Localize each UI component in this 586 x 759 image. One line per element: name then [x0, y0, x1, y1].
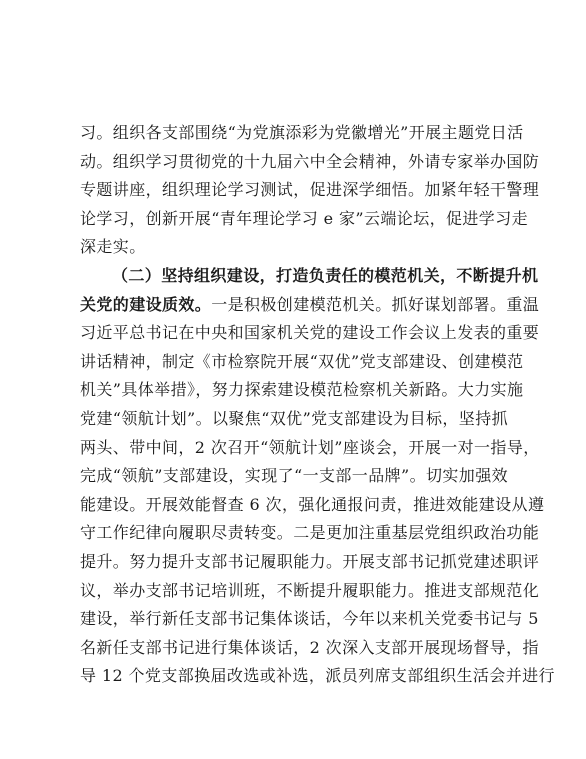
paragraph-2-line-11: 议，举办支部书记培训班，不断提升履职能力。推进支部规范化: [80, 580, 540, 600]
section-heading: （二）坚持组织建设，打造负责任的模范机关，不断提升机: [112, 265, 539, 285]
paragraph-2-line-10: 提升。努力提升支部书记履职能力。开展支部书记抓党建述职评: [80, 551, 540, 571]
paragraph-1-line-3: 专题讲座，组织理论学习测试，促进深学细悟。加紧年轻干警理: [80, 180, 540, 200]
paragraph-2-line-3: 讲话精神，制定《市检察院开展“双优”党支部建设、创建模范: [80, 351, 524, 371]
paragraph-2-line-12: 建设，举行新任支部书记集体谈话，今年以来机关党委书记与 5: [80, 609, 539, 629]
paragraph-1-line-1: 习。组织各支部围绕“为党旗添彩为党徽增光”开展主题党日活: [80, 123, 524, 142]
paragraph-2-line-9: 守工作纪律向履职尽责转变。二是更加注重基层党组织政治功能: [80, 523, 540, 543]
paragraph-2-line-4: 机关”具体举措》，努力探索建设模范检察机关新路。大力实施: [80, 380, 524, 400]
paragraph-2-line-1-text: 一是积极创建模范机关。抓好谋划部署。重温: [211, 294, 540, 314]
section-heading-continued: 关党的建设质效。: [80, 294, 212, 314]
paragraph-2-line-5: 党建“领航计划”。以聚焦“双优”党支部建设为目标，坚持抓: [80, 408, 508, 428]
paragraph-1-line-5: 深走实。: [80, 237, 146, 257]
paragraph-1-line-4: 论学习，创新开展“青年理论学习 e 家”云端论坛，促进学习走: [80, 208, 529, 228]
paragraph-2-line-7: 完成“领航”支部建设，实现了“一支部一品牌”。切实加强效: [80, 466, 508, 486]
paragraph-2-line-1: [80, 291, 540, 320]
paragraph-2-line-14: 导 12 个党支部换届改选或补选，派员列席支部组织生活会并进行: [80, 666, 555, 686]
document-body: [80, 119, 555, 691]
paragraph-2-line-2: 习近平总书记在中央和国家机关党的建设工作会议上发表的重要: [80, 323, 540, 343]
paragraph-2-line-6: 两头、带中间，2 次召开“领航计划”座谈会，开展一对一指导，: [80, 437, 540, 457]
paragraph-2-line-13: 名新任支部书记进行集体谈话，2 次深入支部开展现场督导，指: [80, 637, 539, 657]
paragraph-2-line-8: 能建设。开展效能督查 6 次，强化通报问责，推进效能建设从遵: [80, 494, 545, 514]
paragraph-1-line-2: 动。组织学习贯彻党的十九届六中全会精神，外请专家举办国防: [80, 151, 540, 171]
